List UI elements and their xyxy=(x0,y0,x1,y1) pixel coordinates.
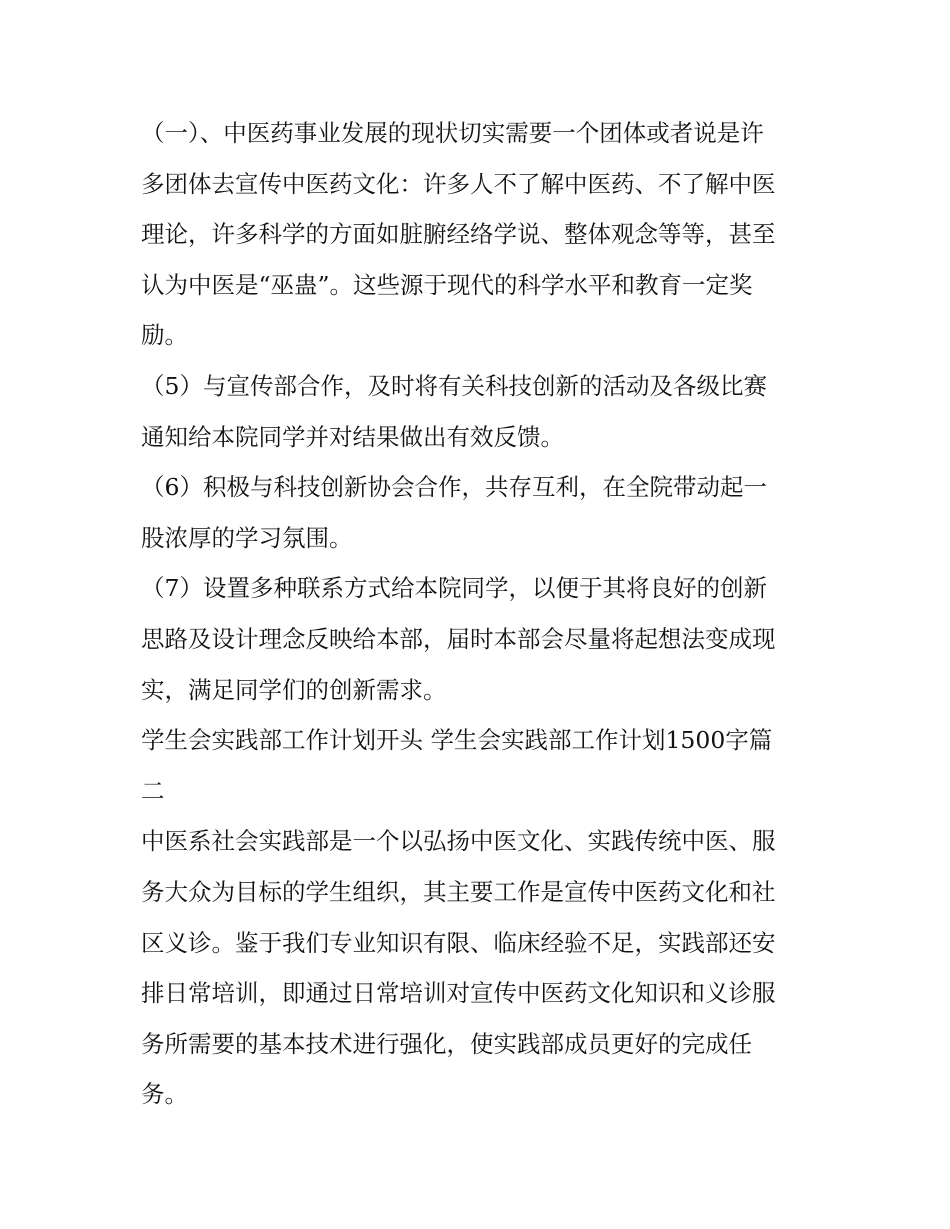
text-line: 理论，许多科学的方面如脏腑经络学说、整体观念等等，甚至 xyxy=(141,220,776,249)
text-line: 区义诊。鉴于我们专业知识有限、临床经验不足，实践部还安 xyxy=(141,928,776,957)
text-line: （一）、中医药事业发展的现状切实需要一个团体或者说是许 xyxy=(141,119,764,147)
text-line: 实，满足同学们的创新需求。 xyxy=(141,675,447,704)
text-line: 多团体去宣传中医药文化：许多人不了解中医药、不了解中医 xyxy=(141,169,776,198)
text-line: 股浓厚的学习氛围。 xyxy=(141,523,353,552)
text-line: 务所需要的基本技术进行强化，使实践部成员更好的完成任 xyxy=(141,1029,752,1058)
text-line: 排日常培训，即通过日常培训对宣传中医药文化知识和义诊服 xyxy=(141,979,776,1008)
text-line: 思路及设计理念反映给本部，届时本部会尽量将起想法变成现 xyxy=(141,624,776,653)
text-line: （5）与宣传部合作，及时将有关科技创新的活动及各级比赛 xyxy=(141,371,767,400)
text-line: 励。 xyxy=(141,321,188,350)
text-line: 认为中医是“巫蛊”。这些源于现代的科学水平和教育一定奖 xyxy=(141,270,753,299)
section-heading-line: 二 xyxy=(141,776,165,805)
text-line: 通知给本院同学并对结果做出有效反馈。 xyxy=(141,422,564,451)
text-line: 中医系社会实践部是一个以弘扬中医文化、实践传统中医、服 xyxy=(141,827,776,856)
section-heading-line: 学生会实践部工作计划开头 学生会实践部工作计划1500字篇 xyxy=(141,726,773,755)
text-line: （6）积极与科技创新协会合作，共存互利，在全院带动起一 xyxy=(141,473,767,502)
text-line: 务。 xyxy=(141,1080,188,1109)
text-line: 务大众为目标的学生组织，其主要工作是宣传中医药文化和社 xyxy=(141,877,776,906)
document-page xyxy=(141,108,811,1120)
text-line: （7）设置多种联系方式给本院同学，以便于其将良好的创新 xyxy=(141,574,767,603)
